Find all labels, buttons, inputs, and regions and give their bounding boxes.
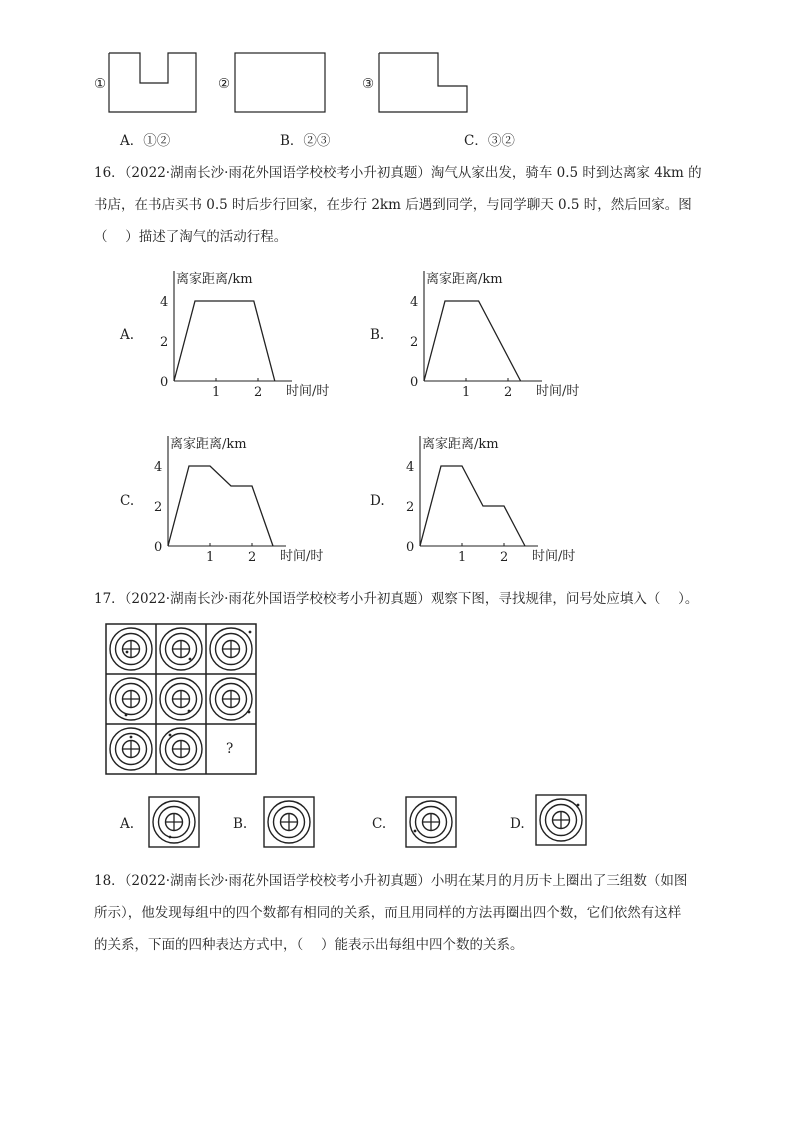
q16-chart-d xyxy=(396,430,636,570)
ring-figure xyxy=(160,678,202,720)
q16-line-1: 16．（2022·湖南长沙·雨花外国语学校校考小升初真题）淘气从家出发，骑车 0.5 时到达离家 4km 的 xyxy=(94,165,702,181)
q15-option-b[interactable]: B．②③ xyxy=(280,133,331,149)
ring-figure xyxy=(110,728,152,770)
ring-figure xyxy=(410,801,452,843)
q16-chart-a xyxy=(150,265,390,405)
q16-option-d-label[interactable]: D. xyxy=(370,493,385,509)
y-tick-label: 2 xyxy=(154,500,163,515)
dot xyxy=(577,804,580,807)
ring-figure xyxy=(210,678,252,720)
ring-figure xyxy=(160,628,202,670)
q18-line-3: 的关系，下面的四种表达方式中，（ ）能表示出每组中四个数的关系。 xyxy=(94,937,524,953)
dot xyxy=(126,651,129,654)
y-tick-label: 2 xyxy=(160,335,169,350)
shape-label-2: ② xyxy=(218,76,231,92)
ring-figure xyxy=(153,801,195,843)
q18-line-2: 所示），他发现每组中的四个数都有相同的关系，而且用同样的方法再圈出四个数，它们依然有这样 xyxy=(94,905,682,921)
y-tick-label: 2 xyxy=(406,500,415,515)
ring-figure xyxy=(268,801,310,843)
shape-1-u-shape xyxy=(108,52,198,114)
q17-option-b-label[interactable]: B. xyxy=(233,816,248,832)
x-tick-label: 2 xyxy=(254,385,263,400)
y-axis-label: 离家距离/km xyxy=(176,272,253,287)
ring-figure xyxy=(160,728,202,770)
y-tick-label: 4 xyxy=(410,295,419,310)
q15-option-c[interactable]: C．③② xyxy=(464,133,515,149)
q16-chart-c xyxy=(144,430,384,570)
q17-option-b-figure[interactable] xyxy=(263,796,315,848)
dot xyxy=(169,836,172,839)
q17-option-d-label[interactable]: D. xyxy=(510,816,525,832)
q17-line-1: 17．（2022·湖南长沙·雨花外国语学校校考小升初真题）观察下图，寻找规律，问号处应填入（ ）。 xyxy=(94,591,699,607)
x-tick-label: 1 xyxy=(458,550,467,565)
ring-figure xyxy=(110,678,152,720)
dot xyxy=(169,734,172,737)
q15-option-a[interactable]: A．①② xyxy=(120,133,171,149)
q16-line-3: （ ）描述了淘气的活动行程。 xyxy=(94,229,288,245)
x-tick-label: 2 xyxy=(500,550,509,565)
x-tick-label: 1 xyxy=(212,385,221,400)
y-tick-label: 0 xyxy=(406,540,415,555)
ring-figure xyxy=(540,799,582,841)
series-line xyxy=(174,301,275,381)
dot xyxy=(130,736,133,739)
x-axis-label: 时间/时 xyxy=(532,549,576,564)
shape-3-l-shape xyxy=(378,52,470,114)
q16-line-2: 书店，在书店买书 0.5 时后步行回家，在步行 2km 后遇到同学，与同学聊天 0.5 时，然后回家。图 xyxy=(94,197,692,213)
series-line xyxy=(424,301,521,381)
x-tick-label: 2 xyxy=(504,385,513,400)
shape-label-1: ① xyxy=(94,76,107,92)
y-tick-label: 4 xyxy=(406,460,415,475)
dot xyxy=(248,711,251,714)
q17-option-a-figure[interactable] xyxy=(148,796,200,848)
dot xyxy=(249,631,252,634)
q17-question-mark: ? xyxy=(226,741,234,757)
x-tick-label: 2 xyxy=(248,550,257,565)
y-tick-label: 4 xyxy=(160,295,169,310)
y-axis-label: 离家距离/km xyxy=(426,272,503,287)
y-axis-label: 离家距离/km xyxy=(422,437,499,452)
shape-label-3: ③ xyxy=(362,76,375,92)
dot xyxy=(125,714,128,717)
y-tick-label: 0 xyxy=(160,375,169,390)
ring-figure xyxy=(210,628,252,670)
y-tick-label: 2 xyxy=(410,335,419,350)
y-axis-label: 离家距离/km xyxy=(170,437,247,452)
x-tick-label: 1 xyxy=(206,550,215,565)
q16-chart-b xyxy=(400,265,640,405)
x-axis-label: 时间/时 xyxy=(286,384,330,399)
x-axis-label: 时间/时 xyxy=(536,384,580,399)
y-tick-label: 4 xyxy=(154,460,163,475)
q16-option-b-label[interactable]: B. xyxy=(370,327,385,343)
q17-option-c-figure[interactable] xyxy=(405,796,457,848)
q17-pattern-grid xyxy=(105,623,257,775)
x-tick-label: 1 xyxy=(462,385,471,400)
x-axis-label: 时间/时 xyxy=(280,549,324,564)
shape-2-rectangle xyxy=(234,52,326,114)
series-line xyxy=(168,466,273,546)
q17-option-c-label[interactable]: C. xyxy=(372,816,387,832)
q18-line-1: 18．（2022·湖南长沙·雨花外国语学校校考小升初真题）小明在某月的月历卡上圈出了三组数（如图 xyxy=(94,873,688,889)
q16-option-c-label[interactable]: C. xyxy=(120,493,135,509)
dot xyxy=(189,658,192,661)
y-tick-label: 0 xyxy=(154,540,163,555)
dot xyxy=(414,830,417,833)
series-line xyxy=(420,466,525,546)
dot xyxy=(188,710,191,713)
y-tick-label: 0 xyxy=(410,375,419,390)
ring-figure xyxy=(110,628,152,670)
q17-option-a-label[interactable]: A. xyxy=(120,816,135,832)
q17-option-d-figure[interactable] xyxy=(535,794,587,846)
q16-option-a-label[interactable]: A. xyxy=(120,327,135,343)
